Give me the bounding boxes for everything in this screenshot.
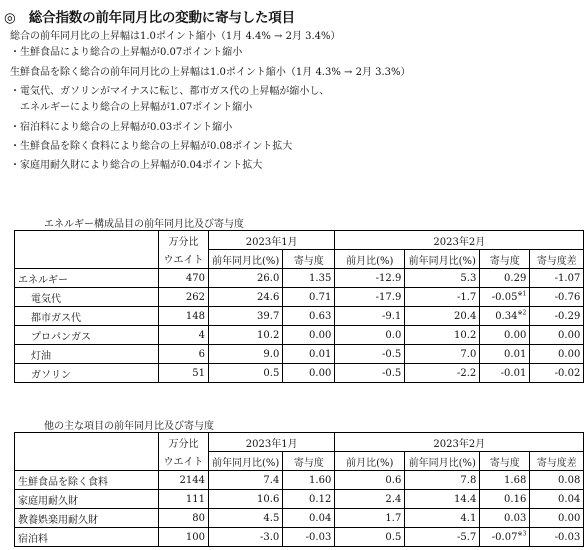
- weight-header-bottom: ウエイト: [159, 250, 209, 269]
- table-row: [15, 326, 584, 345]
- row-mom: -9.1: [335, 307, 405, 326]
- month1-header: 2023年1月: [209, 231, 335, 250]
- summary-line: エネルギーにより総合の上昇幅が1.07ポイント縮小: [10, 102, 253, 113]
- row-feb-contrib: [480, 471, 530, 490]
- row-mom: -17.9: [335, 288, 405, 307]
- summary-line: 総合の前年同月比の上昇幅は1.0ポイント縮小（1月 4.4% → 2月 3.4%）: [10, 31, 341, 42]
- row-feb-yoy: 10.2: [405, 326, 480, 345]
- row-weight: 470: [159, 269, 209, 288]
- table1-caption: エネルギー構成品目の前年同月比及び寄与度: [44, 219, 244, 230]
- jan-contrib-header: 寄与度: [283, 452, 335, 471]
- row-jan-contrib: 0.63: [283, 307, 335, 326]
- row-mom: -0.5: [335, 345, 405, 364]
- table-row: [15, 307, 584, 326]
- item-header: [15, 433, 159, 471]
- row-contrib-diff: 0.00: [530, 345, 584, 364]
- row-feb-contrib: [480, 364, 530, 383]
- table-row: [15, 471, 584, 490]
- row-jan-contrib: 1.60: [283, 471, 335, 490]
- row-contrib-diff: -1.07: [530, 269, 584, 288]
- footnote-mark: ※2: [517, 309, 527, 317]
- table-row: [15, 528, 584, 547]
- row-weight: 4: [159, 326, 209, 345]
- contrib-diff-header: 寄与度差: [530, 250, 584, 269]
- row-feb-contrib: [480, 509, 530, 528]
- table2-caption: 他の主な項目の前年同月比及び寄与度: [44, 421, 214, 432]
- contrib-value: -0.05: [491, 291, 518, 303]
- row-jan-contrib: 0.00: [283, 364, 335, 383]
- contrib-diff-header: 寄与度差: [530, 452, 584, 471]
- summary-line: 生鮮食品を除く総合の前年同月比の上昇幅は1.0ポイント縮小（1月 4.3% → 2月 3.3%）: [10, 67, 411, 78]
- feb-contrib-header: 寄与度: [480, 452, 530, 471]
- row-contrib-diff: -0.76: [530, 288, 584, 307]
- row-jan-contrib: 0.04: [283, 509, 335, 528]
- row-jan-yoy: 0.5: [209, 364, 283, 383]
- row-weight: 80: [159, 509, 209, 528]
- row-name: 電気代: [15, 288, 159, 307]
- table-header-row: [15, 433, 584, 452]
- row-feb-contrib: [480, 345, 530, 364]
- row-contrib-diff: -0.02: [530, 364, 584, 383]
- row-feb-yoy: 5.3: [405, 269, 480, 288]
- row-feb-contrib: [480, 307, 530, 326]
- mom-header: 前月比(%): [335, 250, 405, 269]
- row-jan-yoy: 10.6: [209, 490, 283, 509]
- footnote-mark: ※3: [517, 530, 527, 538]
- row-mom: -12.9: [335, 269, 405, 288]
- row-mom: 1.7: [335, 509, 405, 528]
- row-feb-yoy: -1.7: [405, 288, 480, 307]
- row-feb-contrib: [480, 528, 530, 547]
- row-feb-yoy: 14.4: [405, 490, 480, 509]
- row-name: 家庭用耐久財: [15, 490, 159, 509]
- weight-header-top: 万分比: [159, 231, 209, 250]
- row-name: エネルギー: [15, 269, 159, 288]
- row-weight: 262: [159, 288, 209, 307]
- contrib-value: -0.07: [491, 531, 518, 543]
- row-jan-yoy: 9.0: [209, 345, 283, 364]
- table-row: [15, 364, 584, 383]
- table-row: [15, 269, 584, 288]
- row-contrib-diff: 0.00: [530, 326, 584, 345]
- row-feb-contrib: [480, 490, 530, 509]
- weight-header-top: 万分比: [159, 433, 209, 452]
- row-feb-yoy: 20.4: [405, 307, 480, 326]
- jan-yoy-header: 前年同月比(%): [209, 452, 283, 471]
- contrib-value: 0.03: [504, 512, 527, 524]
- row-mom: 0.6: [335, 471, 405, 490]
- month2-header: 2023年2月: [335, 231, 584, 250]
- summary-line: ・生鮮食品により総合の上昇幅が0.07ポイント縮小: [10, 47, 243, 58]
- row-feb-contrib: [480, 288, 530, 307]
- row-jan-yoy: 24.6: [209, 288, 283, 307]
- row-jan-yoy: -3.0: [209, 528, 283, 547]
- contrib-value: 1.68: [504, 474, 527, 486]
- row-mom: 0.5: [335, 528, 405, 547]
- row-jan-yoy: 7.4: [209, 471, 283, 490]
- summary-line: ・電気代、ガソリンがマイナスに転じ、都市ガス代の上昇幅が縮小し、: [10, 86, 330, 97]
- summary-line: ・家庭用耐久財により総合の上昇幅が0.04ポイント拡大: [10, 160, 263, 171]
- row-feb-yoy: 7.0: [405, 345, 480, 364]
- row-name: 灯油: [15, 345, 159, 364]
- row-weight: 2144: [159, 471, 209, 490]
- jan-yoy-header: 前年同月比(%): [209, 250, 283, 269]
- row-jan-yoy: 10.2: [209, 326, 283, 345]
- row-jan-yoy: 39.7: [209, 307, 283, 326]
- row-jan-contrib: 0.71: [283, 288, 335, 307]
- contrib-value: 0.16: [504, 493, 527, 505]
- mom-header: 前月比(%): [335, 452, 405, 471]
- contrib-value: 0.29: [504, 272, 527, 284]
- feb-contrib-header: 寄与度: [480, 250, 530, 269]
- jan-contrib-header: 寄与度: [283, 250, 335, 269]
- row-feb-yoy: 7.8: [405, 471, 480, 490]
- row-weight: 100: [159, 528, 209, 547]
- row-feb-yoy: 4.1: [405, 509, 480, 528]
- contrib-value: 0.01: [504, 348, 527, 360]
- row-name: プロパンガス: [15, 326, 159, 345]
- row-weight: 6: [159, 345, 209, 364]
- row-feb-yoy: -2.2: [405, 364, 480, 383]
- row-feb-contrib: [480, 269, 530, 288]
- weight-header-bottom: ウエイト: [159, 452, 209, 471]
- footnote-mark: ※1: [517, 290, 527, 298]
- page-title: ◎ 総合指数の前年同月比の変動に寄与した項目: [4, 10, 295, 26]
- row-weight: 111: [159, 490, 209, 509]
- row-name: 教養娯楽用耐久財: [15, 509, 159, 528]
- row-contrib-diff: 0.08: [530, 471, 584, 490]
- row-contrib-diff: 0.04: [530, 490, 584, 509]
- row-name: 宿泊料: [15, 528, 159, 547]
- row-mom: 2.4: [335, 490, 405, 509]
- row-feb-yoy: -5.7: [405, 528, 480, 547]
- row-mom: -0.5: [335, 364, 405, 383]
- month2-header: 2023年2月: [335, 433, 584, 452]
- row-weight: 51: [159, 364, 209, 383]
- table-row: [15, 490, 584, 509]
- row-jan-contrib: 0.00: [283, 326, 335, 345]
- other-items-table: [14, 432, 584, 547]
- row-weight: 148: [159, 307, 209, 326]
- row-contrib-diff: -0.03: [530, 528, 584, 547]
- table-row: [15, 288, 584, 307]
- contrib-value: 0.34: [495, 310, 518, 322]
- summary-line: ・宿泊料により総合の上昇幅が0.03ポイント縮小: [10, 122, 233, 133]
- item-header: [15, 231, 159, 269]
- row-feb-contrib: [480, 326, 530, 345]
- table-row: [15, 509, 584, 528]
- row-jan-yoy: 4.5: [209, 509, 283, 528]
- row-jan-contrib: 0.12: [283, 490, 335, 509]
- row-mom: 0.0: [335, 326, 405, 345]
- row-contrib-diff: -0.29: [530, 307, 584, 326]
- month1-header: 2023年1月: [209, 433, 335, 452]
- feb-yoy-header: 前年同月比(%): [405, 250, 480, 269]
- feb-yoy-header: 前年同月比(%): [405, 452, 480, 471]
- row-name: 生鮮食品を除く食料: [15, 471, 159, 490]
- row-name: 都市ガス代: [15, 307, 159, 326]
- row-jan-yoy: 26.0: [209, 269, 283, 288]
- energy-table: [14, 230, 584, 383]
- contrib-value: -0.01: [500, 367, 527, 379]
- summary-line: ・生鮮食品を除く食料により総合の上昇幅が0.08ポイント拡大: [10, 141, 293, 152]
- contrib-value: 0.00: [504, 329, 527, 341]
- row-jan-contrib: -0.03: [283, 528, 335, 547]
- row-name: ガソリン: [15, 364, 159, 383]
- row-jan-contrib: 0.01: [283, 345, 335, 364]
- table-row: [15, 345, 584, 364]
- row-contrib-diff: 0.00: [530, 509, 584, 528]
- row-jan-contrib: 1.35: [283, 269, 335, 288]
- table-header-row: [15, 231, 584, 250]
